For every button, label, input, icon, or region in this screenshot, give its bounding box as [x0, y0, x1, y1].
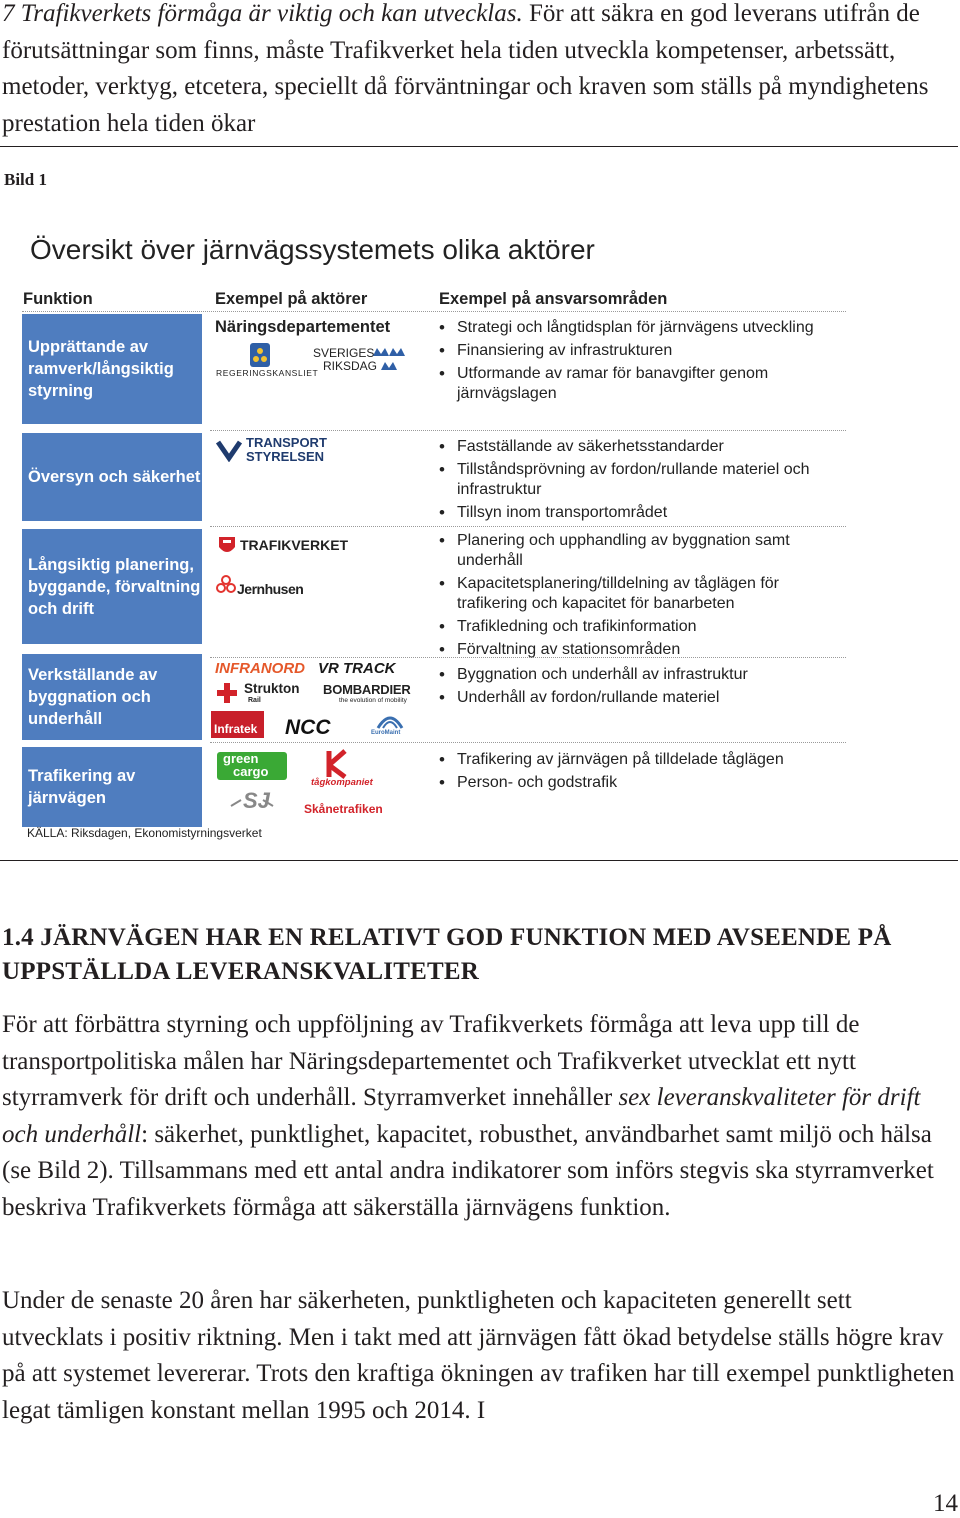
function-box-ramverk — [22, 314, 202, 424]
jernhusen-flower-icon — [216, 574, 236, 596]
riksdag-crowns-icon — [371, 344, 407, 374]
actor-jernhusen: Jernhusen — [237, 581, 304, 597]
actor-naringsdepartementet: Näringsdepartementet — [215, 318, 391, 336]
actor-infranord: INFRANORD — [215, 660, 305, 677]
row-separator — [210, 742, 846, 743]
function-box-byggnation — [22, 654, 202, 740]
list-item: • Underhåll av fordon/rullande materiel — [438, 688, 838, 708]
list-item: • Person- och godstrafik — [438, 773, 848, 793]
list-item: • Byggnation och underhåll av infrastruktur — [438, 665, 838, 685]
intro-paragraph — [2, 0, 958, 142]
header-separator — [22, 311, 846, 312]
actor-transport: TRANSPORT — [246, 435, 327, 450]
paragraph-emphasis: sex leveranskvaliteter för drift och underhåll — [2, 1084, 921, 1148]
actor-riksdag: RIKSDAG — [323, 359, 378, 373]
trafikverket-emblem-icon — [217, 533, 237, 557]
actor-bombardier-tagline: the evolution of mobility — [339, 697, 407, 704]
actor-regeringskansliet: REGERINGSKANSLIET — [216, 368, 319, 378]
header-actors: Exempel på aktörer — [215, 290, 368, 308]
transportstyrelsen-chevron-icon — [216, 438, 242, 462]
actor-euromaint: EuroMaint — [371, 730, 401, 736]
euromaint-swirl-icon — [374, 710, 406, 732]
areas-list-planering — [438, 531, 848, 663]
list-item: • Trafikledning och trafikinformation — [438, 617, 848, 637]
paragraph-text: : säkerhet, punktlighet, kapacitet, robusthet, användbarhet samt miljö och hälsa (se Bild 2). Tillsammans med ett antal andra indikatorer som införs stegvis ska styrramverket beskriva Trafikverkets förmåga att säkerställa järnvägens funktion. — [2, 1120, 934, 1221]
list-item: • Finansiering av infrastrukturen — [438, 341, 838, 361]
crowns-emblem-icon — [248, 341, 272, 369]
section-paragraph-2: Under de senaste 20 åren har säkerheten, punktligheten och kapaciteten generellt sett utvecklats i positiv riktning. Men i takt med att järnvägen fått ökad betydelse ställs högre krav på att systemet levererar. Trots den kraftiga ökningen av trafiken har till exempel punktligheten legat tämligen konstant mellan 1995 och 2014. I — [2, 1287, 955, 1424]
actor-cargo: cargo — [233, 764, 269, 779]
actor-infratek: Infratek — [211, 711, 264, 738]
list-item: • Strategi och långtidsplan för järnvägens utveckling — [438, 318, 838, 338]
areas-list-ramverk — [438, 318, 838, 407]
function-box-trafikering — [22, 747, 202, 827]
function-label: Upprättande av ramverk/långsiktig styrning — [28, 338, 174, 400]
list-item: • Utformande av ramar för banavgifter genom järnvägslagen — [438, 364, 838, 404]
paragraph-text: För att förbättra styrning och uppföljning av Trafikverkets förmåga att leva upp till de transportpolitiska målen har Näringsdepartementet och Trafikverket utvecklat ett nytt styrramverk för drift och underhåll. Styrramverket innehåller — [2, 1011, 860, 1111]
function-box-sakerhet — [22, 433, 202, 521]
function-label: Verkställande av byggnation och underhåll — [28, 666, 158, 728]
list-item: • Trafikering av järnvägen på tilldelade tåglägen — [438, 750, 848, 770]
row-separator — [210, 430, 846, 431]
page-number: 14 — [933, 1490, 958, 1517]
actor-sveriges: SVERIGES — [313, 346, 375, 360]
section-heading: 1.4 JÄRNVÄGEN HAR EN RELATIVT GOD FUNKTION MED AVSEENDE PÅ UPPSTÄLLDA LEVERANSKVALITETER — [2, 924, 892, 985]
actor-bombardier: BOMBARDIER — [323, 682, 411, 697]
function-label: Översyn och säkerhet — [28, 468, 201, 486]
function-label: Trafikering av järnvägen — [28, 767, 136, 807]
actor-vrtrack: VR TRACK — [318, 660, 396, 677]
section-paragraph-1 — [2, 1007, 958, 1226]
function-box-planering — [22, 529, 202, 644]
header-areas: Exempel på ansvarsområden — [439, 290, 668, 308]
strukton-cross-icon — [216, 682, 238, 704]
actor-styrelsen: STYRELSEN — [246, 449, 325, 464]
actor-green: green — [223, 751, 259, 766]
areas-list-sakerhet — [438, 437, 838, 526]
actor-strukton-rail: Rail — [248, 697, 261, 704]
list-item: • Tillståndsprövning av fordon/rullande materiel och infrastruktur — [438, 460, 838, 500]
list-item: • Planering och upphandling av byggnation samt underhåll — [438, 531, 848, 571]
function-label: Långsiktig planering, byggande, förvaltning och drift — [28, 555, 201, 618]
top-rule — [0, 146, 958, 147]
actor-strukton: Strukton — [244, 681, 300, 696]
figure-label: Bild 1 — [4, 170, 47, 189]
actor-sj: SJ — [243, 788, 270, 813]
figure-title: Översikt över järnvägssystemets olika aktörer — [30, 234, 595, 265]
figure-source: KÄLLA: Riksdagen, Ekonomistyrningsverket — [27, 826, 262, 840]
actor-ncc: NCC — [285, 716, 331, 739]
list-item: • Kapacitetsplanering/tilldelning av tåglägen för trafikering och kapacitet för banarbeten — [438, 574, 848, 614]
actor-trafikverket: TRAFIKVERKET — [240, 537, 349, 553]
row-separator — [210, 526, 846, 527]
list-item: • Tillsyn inom transportområdet — [438, 503, 838, 523]
areas-list-trafikering — [438, 750, 848, 796]
tagkompaniet-k-icon — [323, 749, 353, 779]
bottom-rule — [0, 860, 958, 861]
actor-skanetrafiken: Skånetrafiken — [304, 802, 383, 816]
intro-lead: 7 Trafikverkets förmåga är viktig och kan utvecklas. — [2, 0, 523, 27]
header-function: Funktion — [23, 290, 93, 308]
areas-list-byggnation — [438, 665, 838, 711]
actor-tagkompaniet: tågkompaniet — [311, 777, 373, 788]
list-item: • Förvaltning av stationsområden — [438, 640, 848, 660]
list-item: • Fastställande av säkerhetsstandarder — [438, 437, 838, 457]
intro-text: För att säkra en god leverans utifrån de förutsättningar som finns, måste Trafikverket hela tiden utveckla kompetenser, arbetssätt, metoder, verktyg, etcetera, speciellt då förväntningar och kraven som ställs på myndighetens prestation hela tiden ökar — [2, 0, 929, 137]
